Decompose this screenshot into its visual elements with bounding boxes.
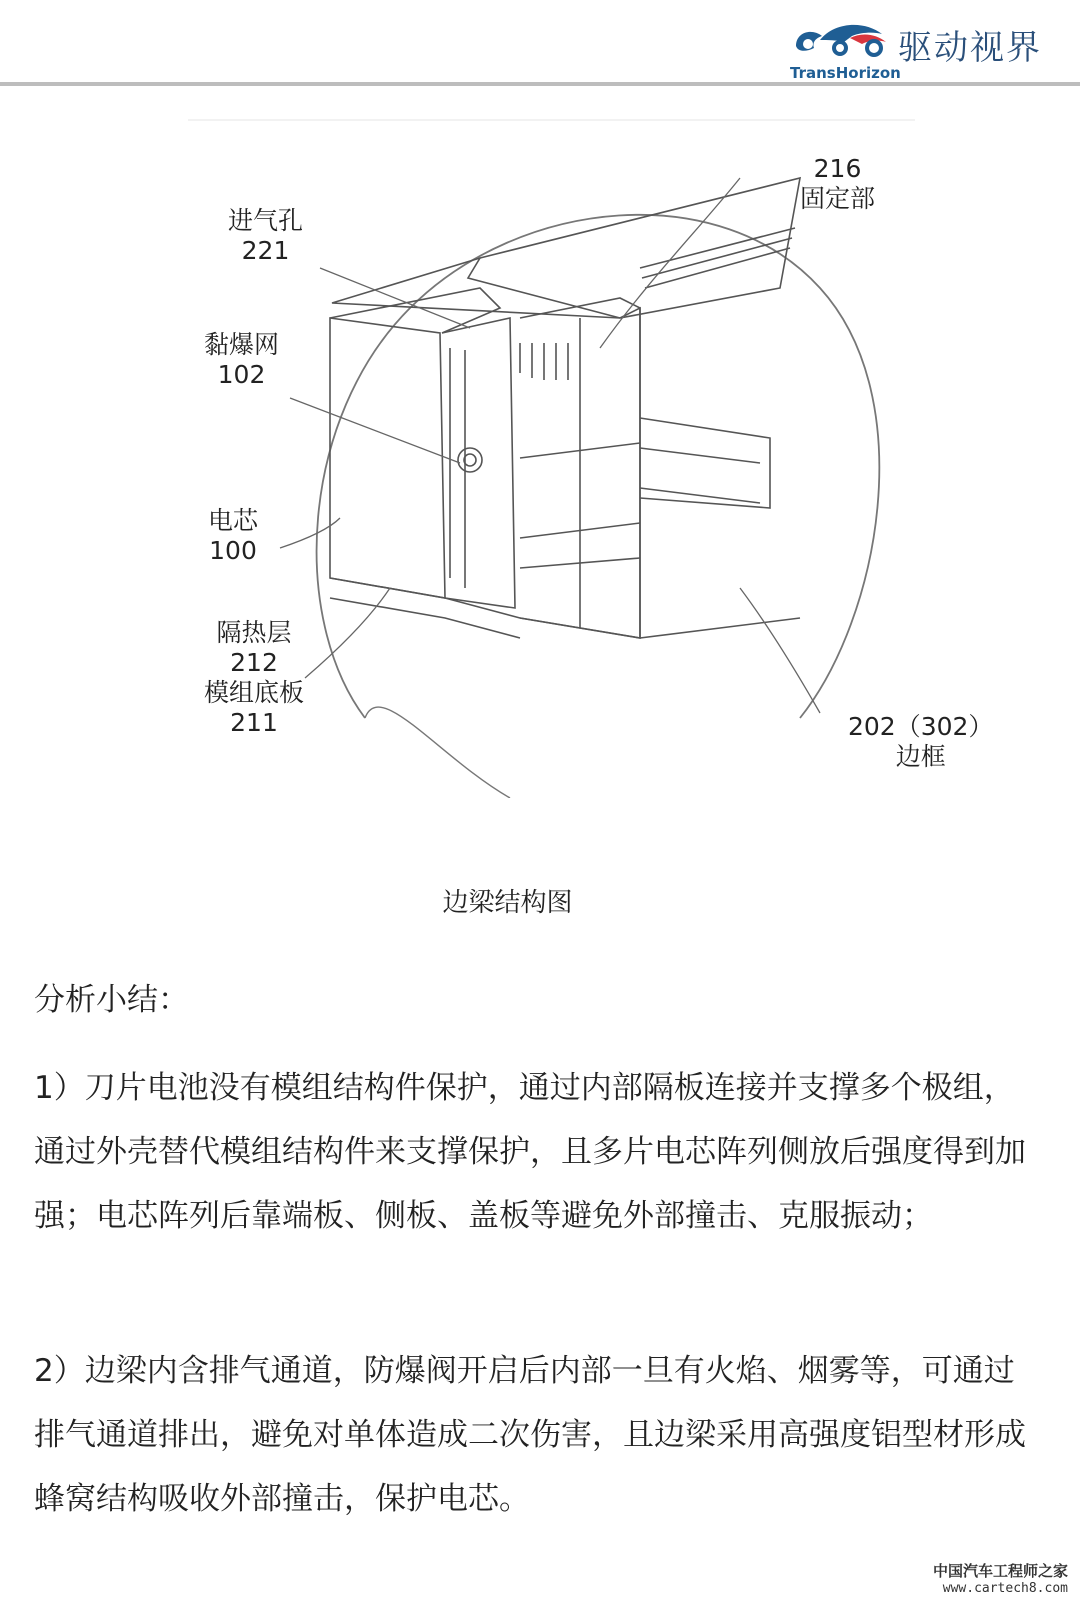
label-fixing-part: 216 固定部 xyxy=(800,154,876,213)
header-divider xyxy=(0,82,1080,86)
label-cell: 电芯 100 xyxy=(208,506,259,565)
label-insulation-and-base: 隔热层 212 模组底板 211 xyxy=(204,618,305,737)
watermark-site-name: 中国汽车工程师之家 xyxy=(932,1562,1068,1580)
page-header xyxy=(0,0,1080,86)
brand-logo-icon xyxy=(790,16,894,60)
summary-paragraph-2: 2）边梁内含排气通道，防爆阀开启后内部一旦有火焰、烟雾等，可通过排气通道排出，避免对单体造成二次伤害，且边梁采用高强度铝型材形成蜂窝结构吸收外部撞击，保护电芯。 xyxy=(34,1353,1026,1517)
figure-caption: 边梁结构图 xyxy=(442,888,573,918)
summary-title: 分析小结： xyxy=(34,982,189,1018)
brand-logo xyxy=(790,16,1070,82)
watermark-url: www.cartech8.com xyxy=(942,1581,1068,1596)
side-beam-structure-figure xyxy=(180,118,994,798)
summary-paragraph-1: 1）刀片电池没有模组结构件保护，通过内部隔板连接并支撑多个极组，通过外壳替代模组结构件来支撑保护，且多片电芯阵列侧放后强度得到加强；电芯阵列后靠端板、侧板、盖板等避免外部撞击、克服振动； xyxy=(34,1070,1026,1234)
site-watermark xyxy=(933,1560,1068,1596)
label-explosion-mesh: 黏爆网 102 xyxy=(204,330,280,389)
brand-chinese-name: 驱动视界 xyxy=(898,28,1042,68)
label-air-inlet: 进气孔 221 xyxy=(228,206,304,265)
brand-english-name: TransHorizon xyxy=(790,64,901,82)
label-frame: 202（302） 边框 xyxy=(848,712,994,771)
